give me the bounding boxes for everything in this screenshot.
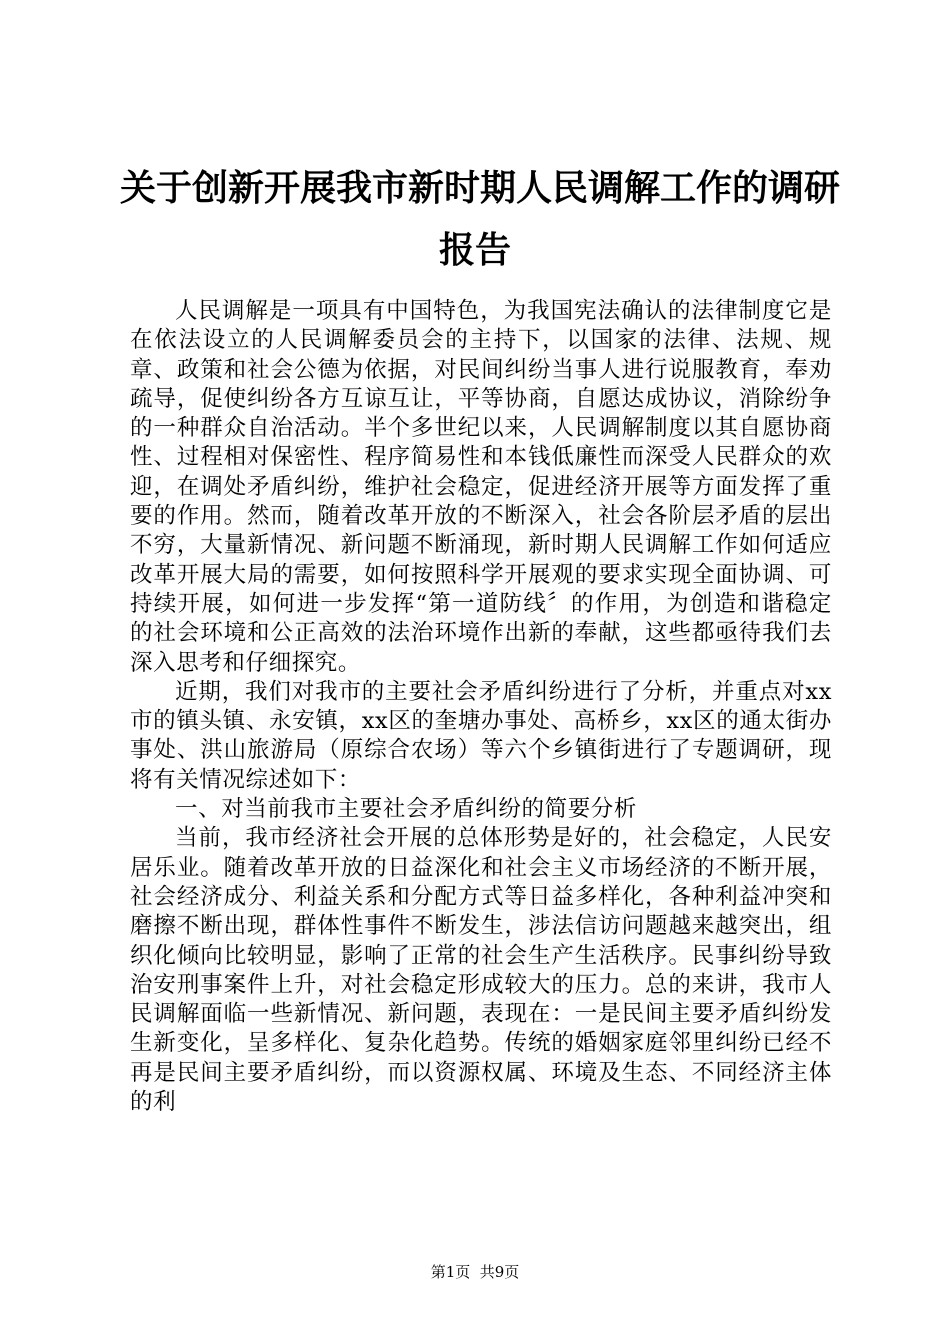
paragraph-intro: 人民调解是一项具有中国特色，为我国宪法确认的法律制度它是在依法设立的人民调解委员会的主持下，以国家的法律、法规、规章、政策和社会公德为依据，对民间纠纷当事人进行说服教育，奉劝疏导，促使纠纷各方互谅互让，平等协商，自愿达成协议，消除纷争的一种群众自治活动。半个多世纪以来，人民调解制度以其自愿协商性、过程相对保密性、程序简易性和本钱低廉性而深受人民群众的欢迎，在调处矛盾纠纷，维护社会稳定，促进经济开展等方面发挥了重要的作用。然而，随着改革开放的不断深入，社会各阶层矛盾的层出不穷，大量新情况、新问题不断涌现，新时期人民调解工作如何适应改革开展大局的需要，如何按照科学开展观的要求实现全面协调、可持续开展，如何进一步发挥“第一道防线〞的作用，为创造和谐稳定的社会环境和公正高效的法治环境作出新的奉献，这些都亟待我们去深入思考和仔细探究。 <box>130 298 832 676</box>
title-line-2: 报告 <box>438 230 511 271</box>
document-body <box>130 297 832 1117</box>
document-title <box>120 158 841 282</box>
title-line-1: 关于创新开展我市新时期人民调解工作的调研 <box>120 168 841 209</box>
page-number-footer: 第1页 共9页 <box>430 1263 520 1281</box>
section-heading-1: 一、对当前我市主要社会矛盾纠纷的简要分析 <box>175 796 638 823</box>
paragraph-survey: 近期，我们对我市的主要社会矛盾纠纷进行了分析，并重点对xx市的镇头镇、永安镇，xx区的奎塘办事处、高桥乡，xx区的通太街办事处、洪山旅游局（原综合农场）等六个乡镇街进行了专题调研，现将有关情况综述如下： <box>130 678 832 793</box>
paragraph-analysis: 当前，我市经济社会开展的总体形势是好的，社会稳定，人民安居乐业。随着改革开放的日益深化和社会主义市场经济的不断开展，社会经济成分、利益关系和分配方式等日益多样化，各种利益冲突和磨擦不断出现，群体性事件不断发生，涉法信访问题越来越突出，组织化倾向比较明显，影响了正常的社会生产生活秩序。民事纠纷导致治安刑事案件上升，对社会稳定形成较大的压力。总的来讲，我市人民调解面临一些新情况、新问题，表现在：一是民间主要矛盾纠纷发生新变化，呈多样化、复杂化趋势。传统的婚姻家庭邻里纠纷已经不再是民间主要矛盾纠纷，而以资源权属、环境及生态、不同经济主体的利 <box>130 825 832 1116</box>
